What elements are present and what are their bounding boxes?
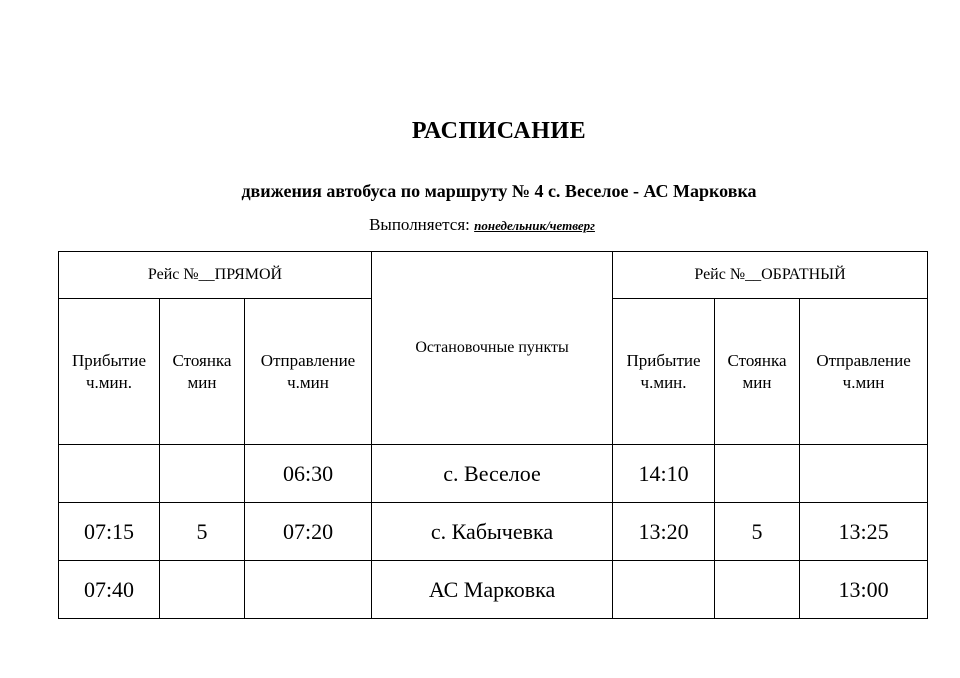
- backward-departure-cell: 13:25: [800, 503, 928, 561]
- forward-stop-cell: 5: [160, 503, 245, 561]
- backward-stop-cell: [715, 445, 800, 503]
- forward-arrival-cell: 07:40: [59, 561, 160, 619]
- runs-line: [0, 215, 960, 235]
- backward-departure-cell: [800, 445, 928, 503]
- forward-stop-header: Стоянка мин: [160, 299, 245, 445]
- runs-days: понедельник/четверг: [474, 218, 595, 233]
- forward-trip-header: Рейс №__ПРЯМОЙ: [59, 252, 372, 299]
- forward-arrival-cell: 07:15: [59, 503, 160, 561]
- backward-departure-cell: 13:00: [800, 561, 928, 619]
- table-row: [59, 445, 928, 503]
- backward-arrival-cell: [613, 561, 715, 619]
- stop-name-cell: с. Кабычевка: [372, 503, 613, 561]
- backward-arrival-cell: 14:10: [613, 445, 715, 503]
- stops-header: Остановочные пункты: [372, 252, 613, 445]
- forward-stop-cell: [160, 445, 245, 503]
- forward-stop-cell: [160, 561, 245, 619]
- forward-arrival-cell: [59, 445, 160, 503]
- backward-stop-header: Стоянка мин: [715, 299, 800, 445]
- forward-departure-cell: 06:30: [245, 445, 372, 503]
- forward-departure-cell: [245, 561, 372, 619]
- route-subtitle: движения автобуса по маршруту № 4 с. Веселое - АС Марковка: [241, 181, 757, 201]
- table-row: [59, 503, 928, 561]
- backward-stop-cell: 5: [715, 503, 800, 561]
- stop-name-cell: АС Марковка: [372, 561, 613, 619]
- forward-arrival-header: Прибытие ч.мин.: [59, 299, 160, 445]
- backward-stop-cell: [715, 561, 800, 619]
- page-title: РАСПИСАНИЕ: [411, 118, 587, 144]
- backward-arrival-cell: 13:20: [613, 503, 715, 561]
- table-row: [59, 561, 928, 619]
- stop-name-cell: с. Веселое: [372, 445, 613, 503]
- forward-departure-cell: 07:20: [245, 503, 372, 561]
- backward-departure-header: Отправление ч.мин: [800, 299, 928, 445]
- forward-departure-header: Отправление ч.мин: [245, 299, 372, 445]
- backward-arrival-header: Прибытие ч.мин.: [613, 299, 715, 445]
- backward-trip-header: Рейс №__ОБРАТНЫЙ: [613, 252, 928, 299]
- runs-label: Выполняется:: [369, 215, 470, 234]
- schedule-table: [58, 251, 928, 619]
